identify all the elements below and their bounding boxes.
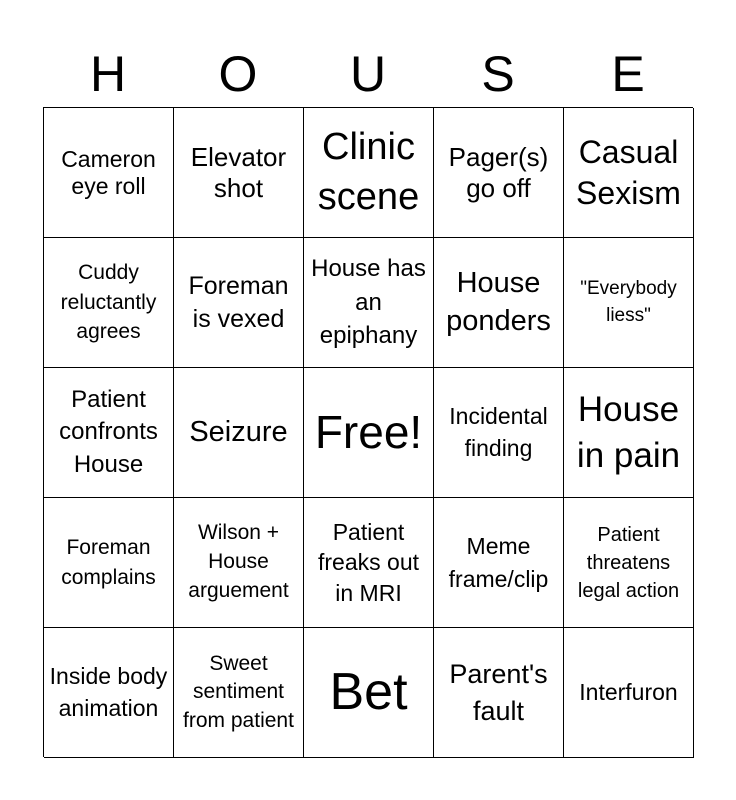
bingo-cell-text: Meme frame/clip	[448, 533, 549, 592]
header-letter-u: U	[349, 46, 387, 102]
header-letter-s: S	[481, 46, 515, 102]
bingo-cell[interactable]	[304, 498, 434, 628]
bingo-cell-text: Pager(s) go off	[448, 142, 549, 203]
bingo-cell-text: Foreman is vexed	[188, 272, 289, 333]
bingo-cell-text: Seizure	[189, 415, 288, 448]
bingo-cell[interactable]	[44, 108, 174, 238]
bingo-cell-text: Free!	[314, 405, 423, 458]
bingo-header	[43, 40, 693, 108]
bingo-cell[interactable]	[434, 238, 564, 368]
bingo-cell-text: Cameron eye roll	[61, 145, 156, 199]
bingo-cell-text: Parent's fault	[449, 659, 548, 726]
bingo-cell-text: Patient confronts House	[59, 385, 158, 478]
header-letter-e: E	[611, 46, 645, 102]
bingo-cell-text: House ponders	[446, 266, 551, 337]
bingo-cell[interactable]	[434, 368, 564, 498]
bingo-cell-text: Sweet sentiment from patient	[183, 651, 294, 732]
bingo-cell-text: House in pain	[576, 390, 681, 475]
bingo-cell-text: "Everybody liess"	[580, 277, 677, 326]
bingo-cell[interactable]	[564, 108, 694, 238]
bingo-cell-text: Patient threatens legal action	[577, 523, 680, 602]
bingo-cell-text: Incidental finding	[449, 403, 548, 461]
bingo-cell-text: Foreman complains	[61, 536, 156, 589]
bingo-cell-text: Patient freaks out in MRI	[318, 518, 419, 606]
bingo-cell-text: Casual Sexism	[576, 133, 681, 211]
bingo-cell[interactable]	[434, 628, 564, 758]
bingo-cell-text: Clinic scene	[317, 126, 420, 218]
bingo-cell-text: Wilson + House arguement	[188, 521, 289, 602]
bingo-cell-text: Interfuron	[579, 679, 678, 706]
bingo-cell[interactable]	[564, 498, 694, 628]
header-letter-h: H	[89, 46, 127, 102]
bingo-board	[43, 107, 693, 757]
bingo-cell[interactable]	[174, 498, 304, 628]
bingo-cell[interactable]	[44, 238, 174, 368]
bingo-cell[interactable]	[304, 628, 434, 758]
header-letter-o: O	[218, 46, 258, 102]
bingo-cell-text: Elevator shot	[190, 142, 287, 203]
bingo-cell[interactable]	[434, 498, 564, 628]
bingo-cell[interactable]	[174, 108, 304, 238]
bingo-cell[interactable]	[174, 238, 304, 368]
bingo-cell-text: Cuddy reluctantly agrees	[60, 261, 157, 344]
bingo-cell[interactable]	[434, 108, 564, 238]
bingo-cell-text: Bet	[329, 663, 408, 722]
bingo-cell[interactable]	[564, 238, 694, 368]
bingo-cell[interactable]	[564, 368, 694, 498]
bingo-cell[interactable]	[44, 628, 174, 758]
bingo-cell[interactable]	[304, 368, 434, 498]
bingo-cell[interactable]	[564, 628, 694, 758]
bingo-cell-text: Inside body animation	[49, 663, 168, 721]
bingo-cell[interactable]	[174, 368, 304, 498]
bingo-cell[interactable]	[44, 498, 174, 628]
bingo-cell-text: House has an epiphany	[311, 255, 426, 350]
bingo-cell[interactable]	[44, 368, 174, 498]
bingo-cell[interactable]	[304, 108, 434, 238]
bingo-cell[interactable]	[174, 628, 304, 758]
bingo-cell[interactable]	[304, 238, 434, 368]
